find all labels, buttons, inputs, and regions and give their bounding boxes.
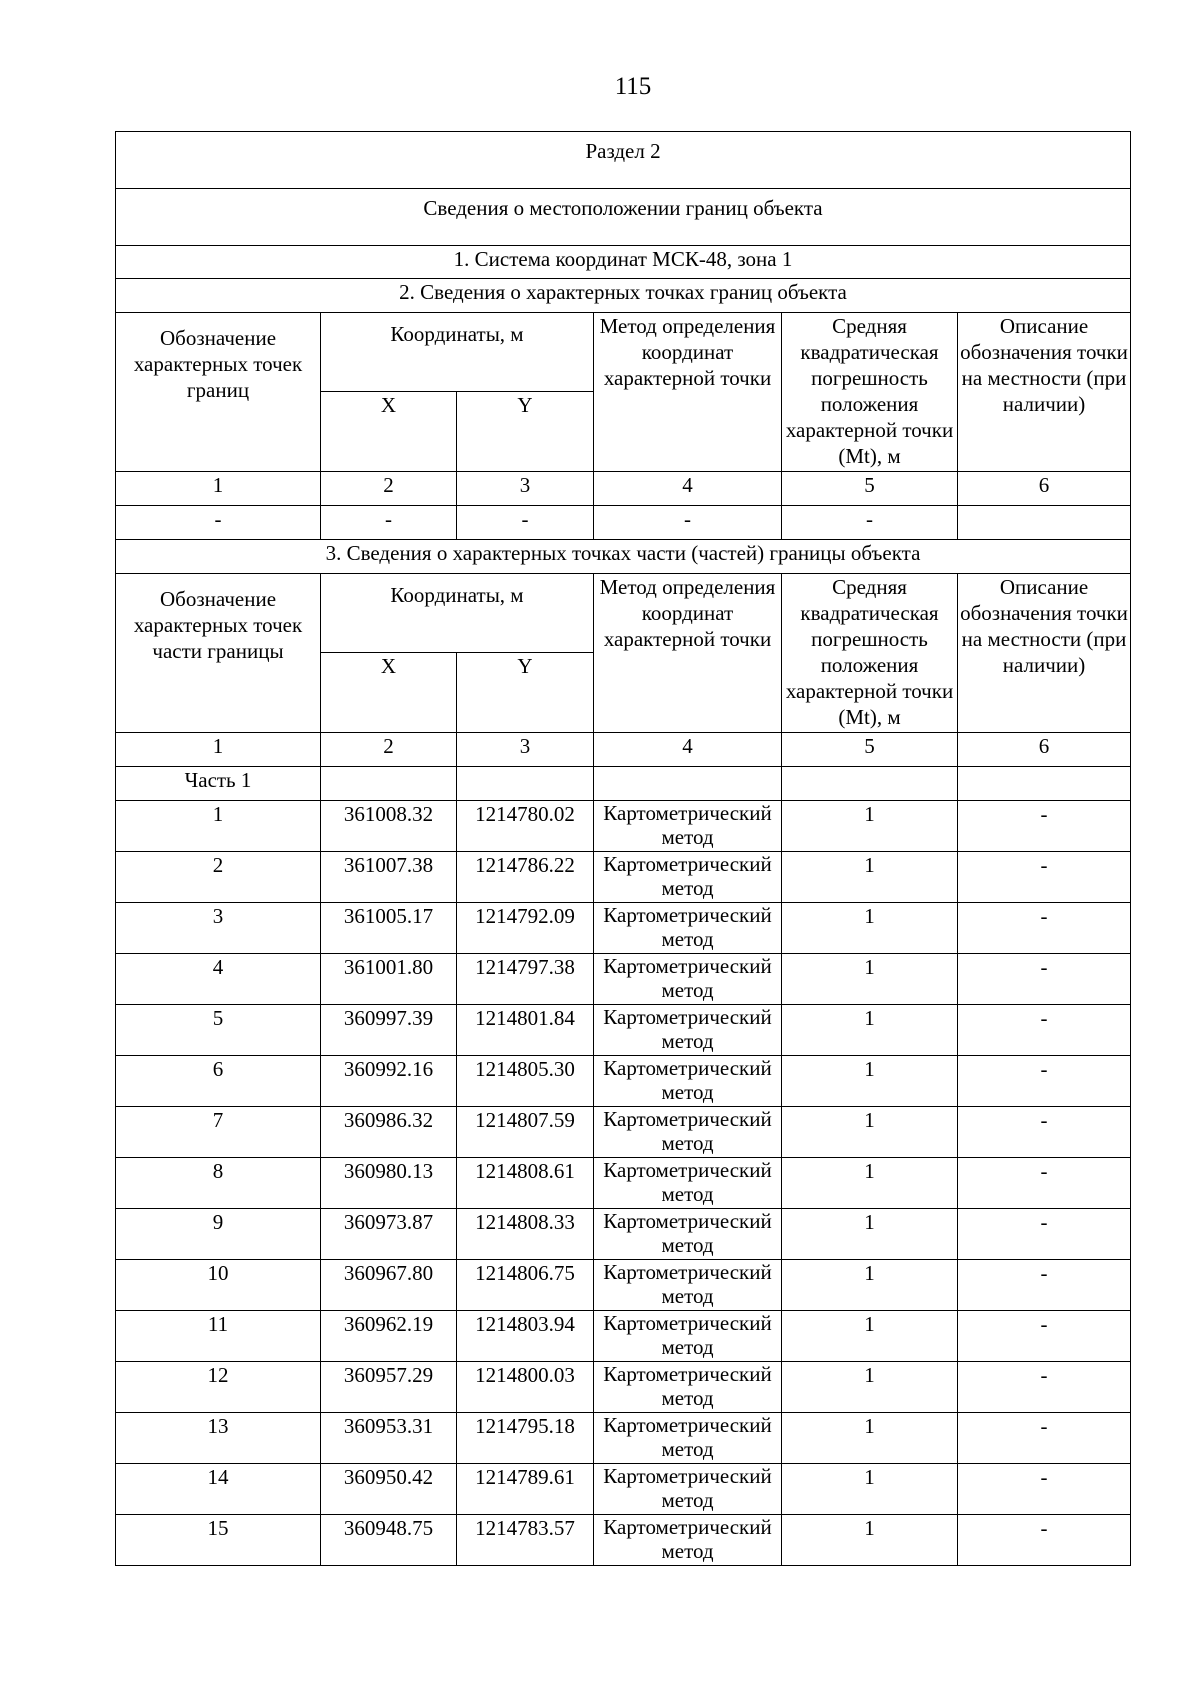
point-method [594,1005,782,1056]
point-number: 3 [116,903,321,954]
point-number: 5 [116,1005,321,1056]
table-row [116,1005,1131,1056]
point-x: 361008.32 [321,801,457,852]
point-y: 1214786.22 [457,852,594,903]
header-x-part: X [321,653,457,733]
column-number: 5 [782,733,958,767]
point-method-text: Картометрический метод [603,852,772,900]
point-error: 1 [782,1464,958,1515]
header-method: Метод определения координат характерной точки [594,313,782,472]
point-y: 1214795.18 [457,1413,594,1464]
point-method-text: Картометрический метод [603,1158,772,1206]
point-method-text: Картометрический метод [603,1515,772,1563]
header-description-part: Описание обозначения точки на местности (при наличии) [958,574,1131,733]
point-rows [116,801,1131,1566]
point-y: 1214806.75 [457,1260,594,1311]
point-x: 361005.17 [321,903,457,954]
point-y: 1214807.59 [457,1107,594,1158]
point-method-text: Картометрический метод [603,1260,772,1308]
point-method-text: Картометрический метод [603,1464,772,1512]
point-x: 360980.13 [321,1158,457,1209]
point-y: 1214800.03 [457,1362,594,1413]
column-number: 2 [321,733,457,767]
column-number: 5 [782,472,958,506]
point-description: - [958,1362,1131,1413]
point-method [594,1107,782,1158]
point-number: 4 [116,954,321,1005]
point-method [594,801,782,852]
point-x: 360950.42 [321,1464,457,1515]
point-x: 360986.32 [321,1107,457,1158]
table-row [116,1260,1131,1311]
table-row [116,852,1131,903]
boundary-points-title: 2. Сведения о характерных точках границ объекта [116,279,1131,313]
point-description: - [958,954,1131,1005]
header-description: Описание обозначения точки на местности (при наличии) [958,313,1131,472]
table-cell: - [782,506,958,540]
point-description: - [958,1515,1131,1566]
coordinate-system: 1. Система координат МСК-48, зона 1 [116,246,1131,279]
table-row [116,1158,1131,1209]
point-method-text: Картометрический метод [603,1056,772,1104]
point-number: 13 [116,1413,321,1464]
point-error: 1 [782,1056,958,1107]
point-description: - [958,1158,1131,1209]
column-number: 3 [457,472,594,506]
table-cell: - [116,506,321,540]
point-method [594,1515,782,1566]
point-x: 361001.80 [321,954,457,1005]
point-x: 360967.80 [321,1260,457,1311]
point-method-text: Картометрический метод [603,1005,772,1053]
point-error: 1 [782,903,958,954]
point-error: 1 [782,1260,958,1311]
table-cell [958,506,1131,540]
section-title: Раздел 2 [116,132,1131,189]
table-row [116,1311,1131,1362]
point-x: 360992.16 [321,1056,457,1107]
point-y: 1214801.84 [457,1005,594,1056]
table-row [116,1515,1131,1566]
header-coordinates-part: Координаты, м [321,574,594,653]
point-error: 1 [782,1158,958,1209]
table-row [116,954,1131,1005]
point-method [594,1464,782,1515]
header-method-part: Метод определения координат характерной точки [594,574,782,733]
point-number: 2 [116,852,321,903]
point-number: 7 [116,1107,321,1158]
table-row [116,1362,1131,1413]
point-x: 360948.75 [321,1515,457,1566]
point-x: 360957.29 [321,1362,457,1413]
point-error: 1 [782,954,958,1005]
point-number: 12 [116,1362,321,1413]
point-method [594,1158,782,1209]
point-number: 8 [116,1158,321,1209]
point-y: 1214780.02 [457,801,594,852]
point-number: 10 [116,1260,321,1311]
point-x: 360953.31 [321,1413,457,1464]
point-method-text: Картометрический метод [603,1107,772,1155]
point-description: - [958,852,1131,903]
header-error-part: Средняя квадратическая погрешность положения характерной точки (Mt), м [782,574,958,733]
point-method-text: Картометрический метод [603,1209,772,1257]
point-method [594,852,782,903]
boundary-table [115,131,1131,1566]
table-row [116,1464,1131,1515]
point-method [594,1362,782,1413]
column-number: 6 [958,472,1131,506]
point-error: 1 [782,1515,958,1566]
header-designation: Обозначение характерных точек границ [116,313,321,472]
point-method [594,1209,782,1260]
table-row [116,1107,1131,1158]
point-x: 360973.87 [321,1209,457,1260]
point-method-text: Картометрический метод [603,1362,772,1410]
point-y: 1214808.33 [457,1209,594,1260]
point-error: 1 [782,1311,958,1362]
point-method-text: Картометрический метод [603,1413,772,1461]
table-cell: - [457,506,594,540]
table-row [116,903,1131,954]
point-description: - [958,801,1131,852]
point-number: 1 [116,801,321,852]
point-method [594,1056,782,1107]
point-method-text: Картометрический метод [603,801,772,849]
page-number: 115 [614,73,652,100]
point-error: 1 [782,1005,958,1056]
table-cell [457,767,594,801]
point-number: 6 [116,1056,321,1107]
header-error: Средняя квадратическая погрешность положения характерной точки (Mt), м [782,313,958,472]
column-number: 2 [321,472,457,506]
table-row [116,801,1131,852]
header-coordinates: Координаты, м [321,313,594,392]
point-method [594,1413,782,1464]
point-description: - [958,1311,1131,1362]
point-description: - [958,1056,1131,1107]
point-method [594,1260,782,1311]
point-x: 360997.39 [321,1005,457,1056]
part-points-title: 3. Сведения о характерных точках части (частей) границы объекта [116,540,1131,574]
table-cell [594,767,782,801]
point-description: - [958,1107,1131,1158]
point-method-text: Картометрический метод [603,954,772,1002]
table-cell [958,767,1131,801]
table-cell [782,767,958,801]
header-designation-part: Обозначение характерных точек части границы [116,574,321,733]
point-description: - [958,1209,1131,1260]
point-error: 1 [782,852,958,903]
point-x: 361007.38 [321,852,457,903]
point-y: 1214783.57 [457,1515,594,1566]
column-number: 4 [594,733,782,767]
table-cell [321,767,457,801]
point-method [594,1311,782,1362]
column-number: 1 [116,733,321,767]
column-number: 4 [594,472,782,506]
table-row [116,1209,1131,1260]
table-row [116,1056,1131,1107]
point-y: 1214808.61 [457,1158,594,1209]
part-label: Часть 1 [116,767,321,801]
point-method [594,903,782,954]
point-error: 1 [782,801,958,852]
point-method-text: Картометрический метод [603,903,772,951]
point-y: 1214792.09 [457,903,594,954]
point-error: 1 [782,1362,958,1413]
point-x: 360962.19 [321,1311,457,1362]
header-y-part: Y [457,653,594,733]
point-number: 14 [116,1464,321,1515]
point-y: 1214803.94 [457,1311,594,1362]
table-row [116,1413,1131,1464]
point-error: 1 [782,1413,958,1464]
column-number: 3 [457,733,594,767]
point-y: 1214805.30 [457,1056,594,1107]
point-error: 1 [782,1209,958,1260]
point-description: - [958,1005,1131,1056]
point-description: - [958,1464,1131,1515]
column-number: 6 [958,733,1131,767]
section-subtitle: Сведения о местоположении границ объекта [116,189,1131,246]
point-number: 15 [116,1515,321,1566]
table-cell: - [594,506,782,540]
point-description: - [958,903,1131,954]
point-error: 1 [782,1107,958,1158]
point-description: - [958,1260,1131,1311]
header-x: X [321,392,457,472]
point-y: 1214789.61 [457,1464,594,1515]
point-y: 1214797.38 [457,954,594,1005]
point-number: 9 [116,1209,321,1260]
header-y: Y [457,392,594,472]
point-number: 11 [116,1311,321,1362]
point-description: - [958,1413,1131,1464]
column-number: 1 [116,472,321,506]
table-cell: - [321,506,457,540]
point-method-text: Картометрический метод [603,1311,772,1359]
point-method [594,954,782,1005]
